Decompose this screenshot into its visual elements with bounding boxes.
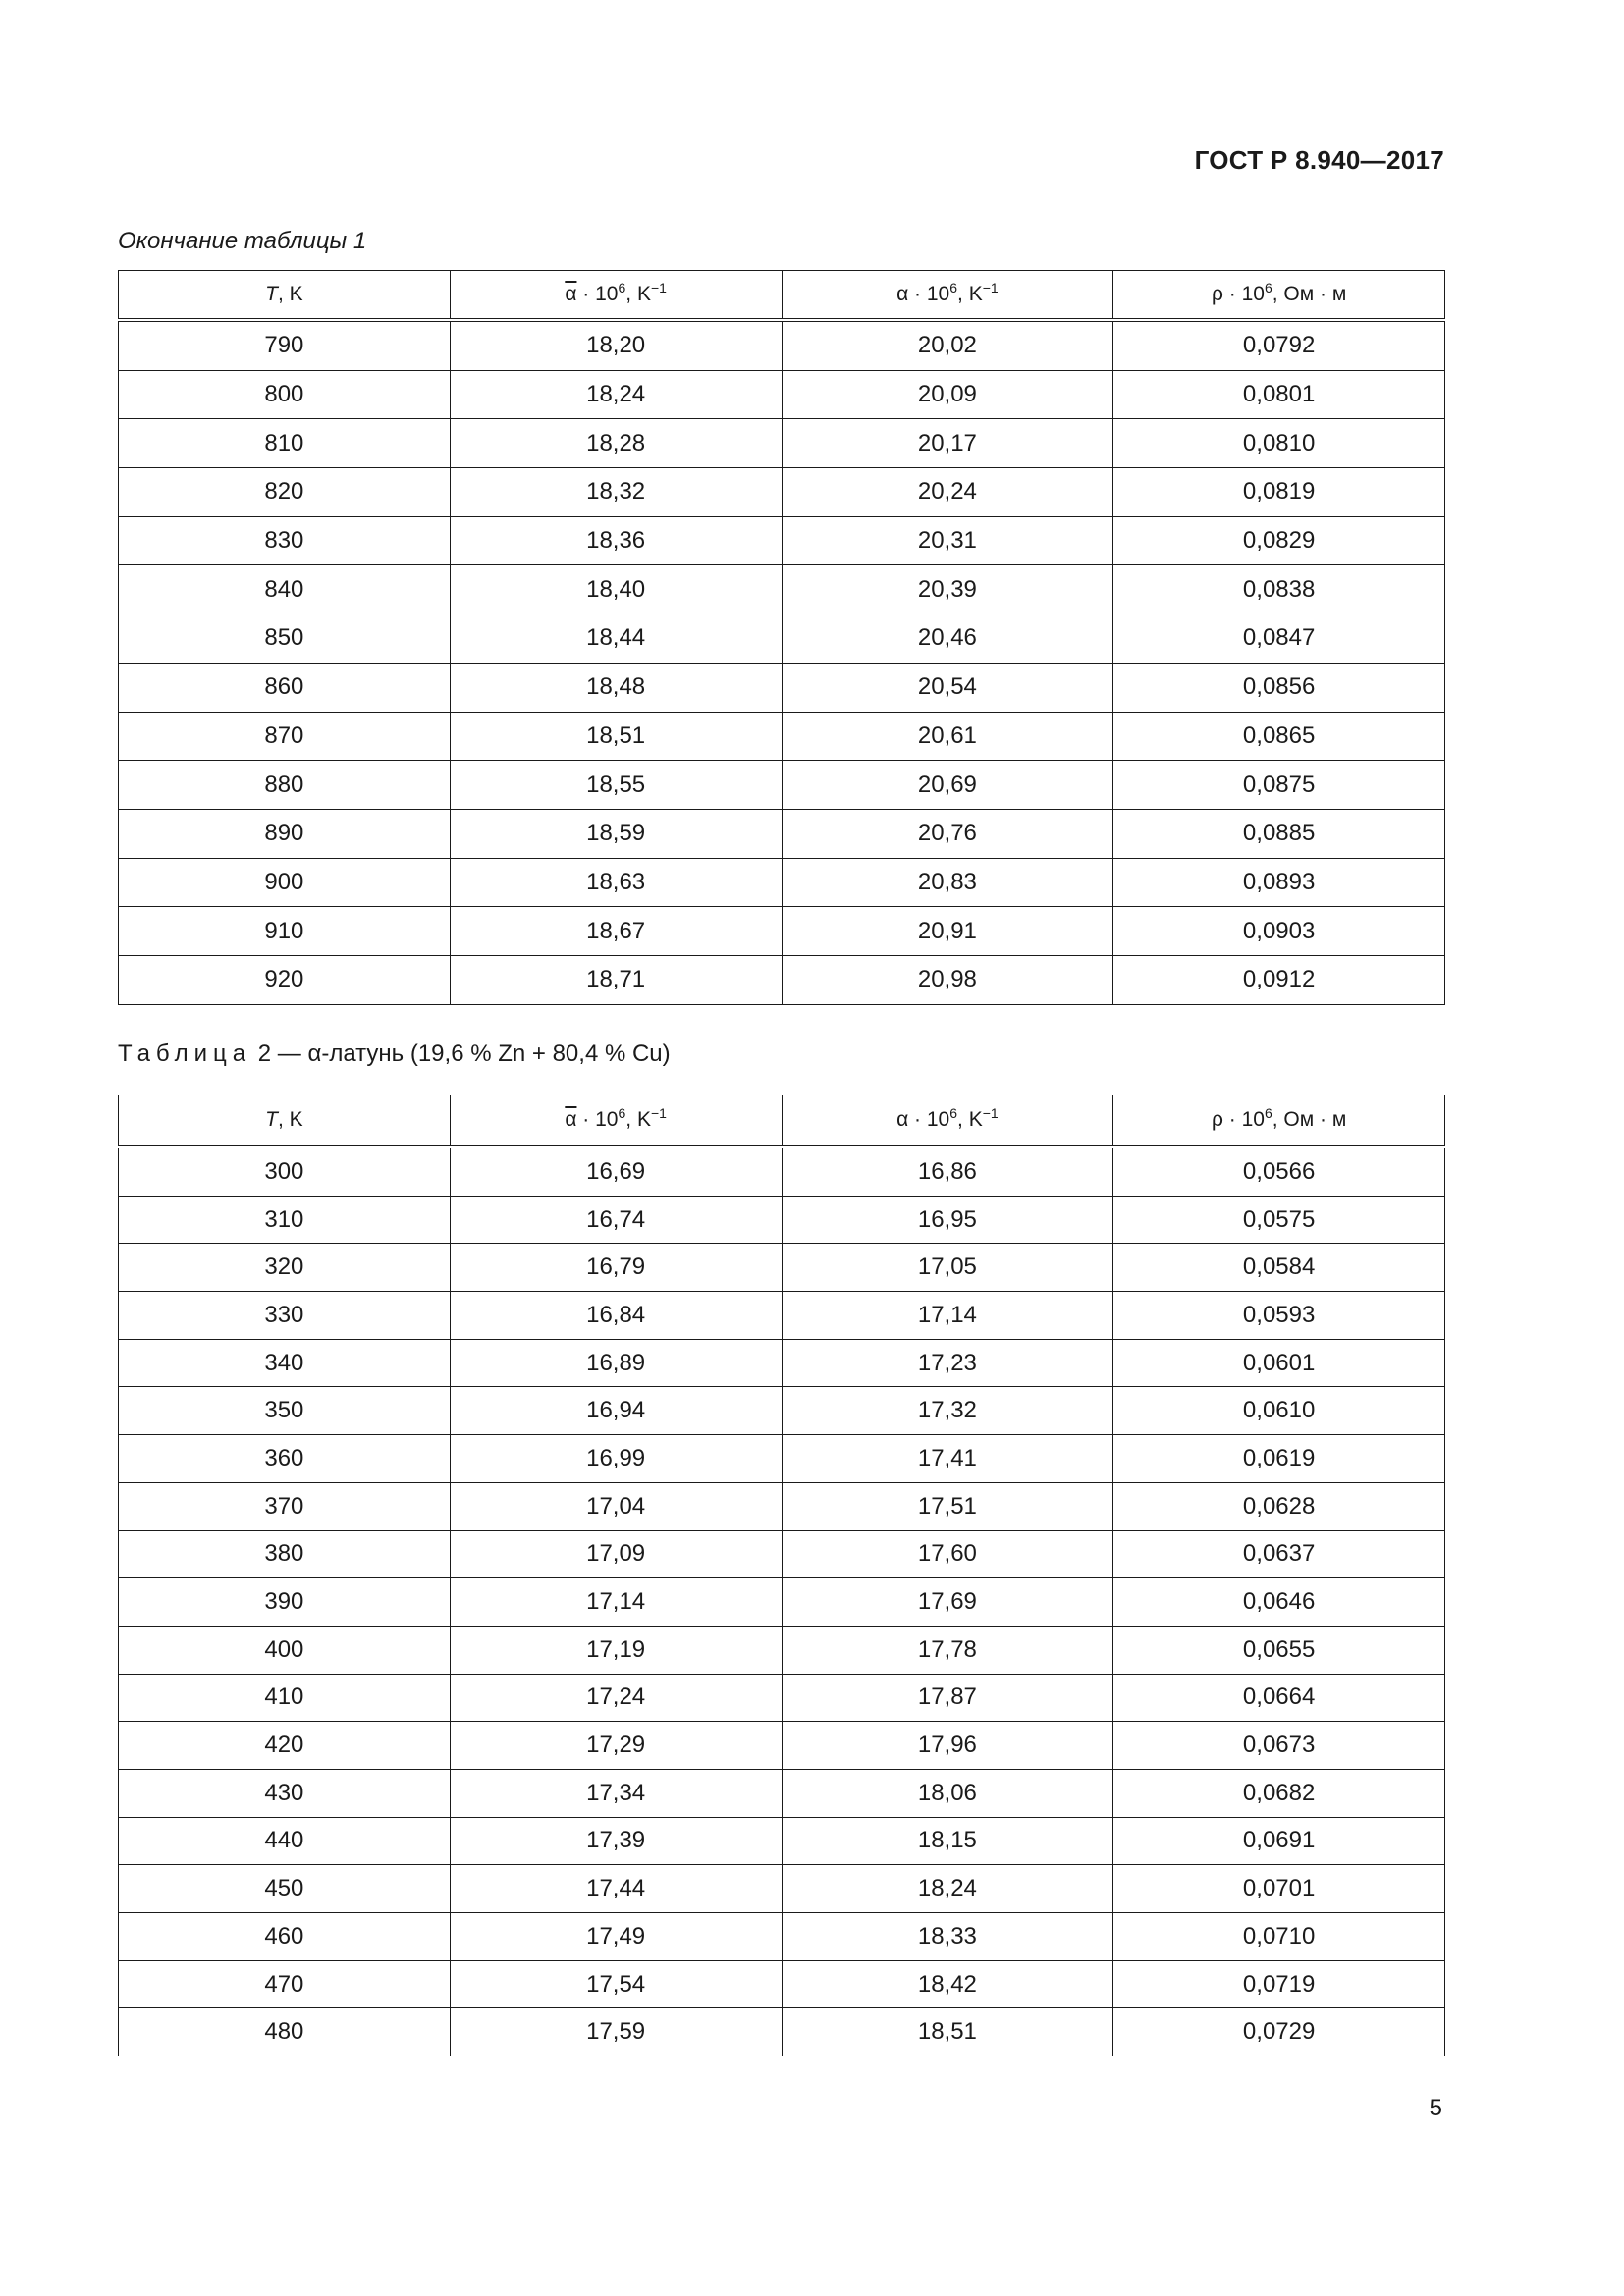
table-row — [119, 419, 1445, 468]
column-header-resistivity: $\rho \cdot 10^6$, Ом · м — [1113, 1095, 1445, 1148]
table-row — [119, 320, 1445, 370]
column-header-mean-alpha: $\overline{\alpha} \cdot 10^6$, $K^{-1}$ — [450, 1095, 782, 1148]
table-row — [119, 1817, 1445, 1865]
cell-alpha: 16,86 — [782, 1147, 1113, 1196]
cell-alpha: 20,17 — [782, 419, 1113, 468]
cell-mean-alpha: 18,59 — [450, 809, 782, 858]
cell-resistivity: 0,0885 — [1113, 809, 1445, 858]
table-row — [119, 809, 1445, 858]
cell-mean-alpha: 16,89 — [450, 1339, 782, 1387]
cell-resistivity: 0,0601 — [1113, 1339, 1445, 1387]
table1-body — [119, 320, 1445, 1004]
cell-temperature: 440 — [119, 1817, 451, 1865]
cell-resistivity: 0,0847 — [1113, 614, 1445, 664]
cell-alpha: 18,33 — [782, 1913, 1113, 1961]
table-row — [119, 1530, 1445, 1578]
cell-alpha: 20,76 — [782, 809, 1113, 858]
table2-header-row — [119, 1095, 1445, 1148]
table2-caption-label: Таблица — [118, 1041, 252, 1067]
column-header-alpha: $\alpha \cdot 10^6$, $K^{-1}$ — [782, 271, 1113, 321]
table2 — [118, 1095, 1445, 2056]
cell-alpha: 18,51 — [782, 2008, 1113, 2056]
cell-resistivity: 0,0584 — [1113, 1244, 1445, 1292]
table-row — [119, 712, 1445, 761]
cell-temperature: 900 — [119, 858, 451, 907]
cell-alpha: 18,06 — [782, 1769, 1113, 1817]
cell-mean-alpha: 17,39 — [450, 1817, 782, 1865]
cell-temperature: 350 — [119, 1387, 451, 1435]
cell-resistivity: 0,0912 — [1113, 955, 1445, 1004]
cell-resistivity: 0,0691 — [1113, 1817, 1445, 1865]
cell-resistivity: 0,0792 — [1113, 320, 1445, 370]
cell-alpha: 16,95 — [782, 1196, 1113, 1244]
cell-mean-alpha: 17,09 — [450, 1530, 782, 1578]
cell-alpha: 20,61 — [782, 712, 1113, 761]
cell-resistivity: 0,0566 — [1113, 1147, 1445, 1196]
table-row — [119, 1147, 1445, 1196]
table-row — [119, 1244, 1445, 1292]
cell-mean-alpha: 16,79 — [450, 1244, 782, 1292]
cell-alpha: 20,83 — [782, 858, 1113, 907]
cell-temperature: 910 — [119, 907, 451, 956]
cell-mean-alpha: 18,32 — [450, 468, 782, 517]
cell-mean-alpha: 18,67 — [450, 907, 782, 956]
cell-temperature: 320 — [119, 1244, 451, 1292]
cell-temperature: 330 — [119, 1292, 451, 1340]
cell-alpha: 18,42 — [782, 1960, 1113, 2008]
cell-temperature: 340 — [119, 1339, 451, 1387]
cell-resistivity: 0,0875 — [1113, 761, 1445, 810]
cell-mean-alpha: 16,84 — [450, 1292, 782, 1340]
cell-temperature: 840 — [119, 565, 451, 614]
table-row — [119, 955, 1445, 1004]
cell-resistivity: 0,0829 — [1113, 516, 1445, 565]
cell-resistivity: 0,0838 — [1113, 565, 1445, 614]
cell-resistivity: 0,0610 — [1113, 1387, 1445, 1435]
cell-resistivity: 0,0655 — [1113, 1626, 1445, 1674]
cell-resistivity: 0,0710 — [1113, 1913, 1445, 1961]
cell-mean-alpha: 17,59 — [450, 2008, 782, 2056]
cell-resistivity: 0,0729 — [1113, 2008, 1445, 2056]
table-row — [119, 565, 1445, 614]
cell-mean-alpha: 17,29 — [450, 1722, 782, 1770]
table-row — [119, 1339, 1445, 1387]
cell-mean-alpha: 17,54 — [450, 1960, 782, 2008]
table-row — [119, 1292, 1445, 1340]
cell-alpha: 20,02 — [782, 320, 1113, 370]
cell-alpha: 17,96 — [782, 1722, 1113, 1770]
cell-temperature: 880 — [119, 761, 451, 810]
cell-alpha: 20,69 — [782, 761, 1113, 810]
cell-resistivity: 0,0673 — [1113, 1722, 1445, 1770]
cell-temperature: 420 — [119, 1722, 451, 1770]
page-number: 5 — [1429, 2095, 1442, 2121]
cell-temperature: 410 — [119, 1674, 451, 1722]
cell-alpha: 20,31 — [782, 516, 1113, 565]
cell-alpha: 17,60 — [782, 1530, 1113, 1578]
table2-caption-text: 2 — α-латунь (19,6 % Zn + 80,4 % Cu) — [251, 1041, 671, 1067]
table-row — [119, 1626, 1445, 1674]
table-row — [119, 516, 1445, 565]
cell-temperature: 790 — [119, 320, 451, 370]
cell-alpha: 20,46 — [782, 614, 1113, 664]
cell-mean-alpha: 17,04 — [450, 1482, 782, 1530]
column-header-temperature: T, K — [119, 271, 451, 321]
cell-mean-alpha: 18,51 — [450, 712, 782, 761]
cell-temperature: 480 — [119, 2008, 451, 2056]
column-header-temperature: T, K — [119, 1095, 451, 1148]
table2-caption — [118, 1041, 671, 1068]
cell-mean-alpha: 16,74 — [450, 1196, 782, 1244]
cell-resistivity: 0,0810 — [1113, 419, 1445, 468]
cell-alpha: 18,15 — [782, 1817, 1113, 1865]
cell-alpha: 20,54 — [782, 663, 1113, 712]
cell-resistivity: 0,0628 — [1113, 1482, 1445, 1530]
cell-mean-alpha: 18,48 — [450, 663, 782, 712]
cell-temperature: 310 — [119, 1196, 451, 1244]
cell-mean-alpha: 17,49 — [450, 1913, 782, 1961]
cell-mean-alpha: 18,71 — [450, 955, 782, 1004]
cell-mean-alpha: 17,44 — [450, 1865, 782, 1913]
cell-temperature: 820 — [119, 468, 451, 517]
table-row — [119, 1435, 1445, 1483]
cell-mean-alpha: 18,44 — [450, 614, 782, 664]
cell-resistivity: 0,0819 — [1113, 468, 1445, 517]
cell-temperature: 920 — [119, 955, 451, 1004]
table-row — [119, 1913, 1445, 1961]
cell-alpha: 17,32 — [782, 1387, 1113, 1435]
cell-mean-alpha: 18,24 — [450, 370, 782, 419]
cell-resistivity: 0,0893 — [1113, 858, 1445, 907]
cell-temperature: 800 — [119, 370, 451, 419]
cell-mean-alpha: 16,69 — [450, 1147, 782, 1196]
cell-resistivity: 0,0637 — [1113, 1530, 1445, 1578]
cell-alpha: 18,24 — [782, 1865, 1113, 1913]
cell-resistivity: 0,0801 — [1113, 370, 1445, 419]
table-row — [119, 370, 1445, 419]
cell-mean-alpha: 18,36 — [450, 516, 782, 565]
table-row — [119, 858, 1445, 907]
cell-resistivity: 0,0701 — [1113, 1865, 1445, 1913]
cell-alpha: 17,78 — [782, 1626, 1113, 1674]
table-row — [119, 1674, 1445, 1722]
cell-mean-alpha: 17,24 — [450, 1674, 782, 1722]
cell-temperature: 400 — [119, 1626, 451, 1674]
document-code: ГОСТ Р 8.940—2017 — [1194, 145, 1444, 175]
cell-temperature: 810 — [119, 419, 451, 468]
cell-alpha: 17,05 — [782, 1244, 1113, 1292]
table1-header-row — [119, 271, 1445, 321]
cell-alpha: 17,69 — [782, 1578, 1113, 1627]
cell-resistivity: 0,0856 — [1113, 663, 1445, 712]
column-header-resistivity: $\rho \cdot 10^6$, Ом · м — [1113, 271, 1445, 321]
table-row — [119, 468, 1445, 517]
cell-temperature: 460 — [119, 1913, 451, 1961]
table-row — [119, 1482, 1445, 1530]
cell-mean-alpha: 17,14 — [450, 1578, 782, 1627]
cell-alpha: 17,41 — [782, 1435, 1113, 1483]
cell-mean-alpha: 17,19 — [450, 1626, 782, 1674]
table-row — [119, 761, 1445, 810]
cell-alpha: 20,09 — [782, 370, 1113, 419]
table-row — [119, 1387, 1445, 1435]
cell-resistivity: 0,0619 — [1113, 1435, 1445, 1483]
cell-resistivity: 0,0865 — [1113, 712, 1445, 761]
cell-alpha: 17,23 — [782, 1339, 1113, 1387]
cell-mean-alpha: 16,94 — [450, 1387, 782, 1435]
cell-mean-alpha: 18,40 — [450, 565, 782, 614]
table-row — [119, 1960, 1445, 2008]
cell-resistivity: 0,0719 — [1113, 1960, 1445, 2008]
cell-temperature: 870 — [119, 712, 451, 761]
cell-alpha: 20,98 — [782, 955, 1113, 1004]
cell-temperature: 470 — [119, 1960, 451, 2008]
table-row — [119, 1722, 1445, 1770]
table1 — [118, 270, 1445, 1005]
cell-resistivity: 0,0593 — [1113, 1292, 1445, 1340]
cell-resistivity: 0,0664 — [1113, 1674, 1445, 1722]
cell-temperature: 890 — [119, 809, 451, 858]
table-row — [119, 614, 1445, 664]
cell-alpha: 20,91 — [782, 907, 1113, 956]
cell-alpha: 17,51 — [782, 1482, 1113, 1530]
column-header-mean-alpha: $\overline{\alpha} \cdot 10^6$, $K^{-1}$ — [450, 271, 782, 321]
table-row — [119, 1578, 1445, 1627]
cell-resistivity: 0,0682 — [1113, 1769, 1445, 1817]
cell-temperature: 380 — [119, 1530, 451, 1578]
table-row — [119, 1769, 1445, 1817]
cell-mean-alpha: 18,20 — [450, 320, 782, 370]
cell-temperature: 430 — [119, 1769, 451, 1817]
table-row — [119, 663, 1445, 712]
cell-mean-alpha: 18,28 — [450, 419, 782, 468]
cell-mean-alpha: 18,63 — [450, 858, 782, 907]
table2-body — [119, 1147, 1445, 2056]
cell-mean-alpha: 16,99 — [450, 1435, 782, 1483]
cell-mean-alpha: 17,34 — [450, 1769, 782, 1817]
cell-mean-alpha: 18,55 — [450, 761, 782, 810]
table-row — [119, 907, 1445, 956]
cell-alpha: 20,24 — [782, 468, 1113, 517]
cell-alpha: 17,14 — [782, 1292, 1113, 1340]
cell-temperature: 300 — [119, 1147, 451, 1196]
cell-resistivity: 0,0903 — [1113, 907, 1445, 956]
cell-temperature: 830 — [119, 516, 451, 565]
cell-resistivity: 0,0575 — [1113, 1196, 1445, 1244]
cell-alpha: 17,87 — [782, 1674, 1113, 1722]
cell-temperature: 860 — [119, 663, 451, 712]
cell-temperature: 850 — [119, 614, 451, 664]
table-row — [119, 1865, 1445, 1913]
cell-temperature: 360 — [119, 1435, 451, 1483]
cell-temperature: 370 — [119, 1482, 451, 1530]
cell-resistivity: 0,0646 — [1113, 1578, 1445, 1627]
cell-temperature: 450 — [119, 1865, 451, 1913]
cell-alpha: 20,39 — [782, 565, 1113, 614]
table-row — [119, 1196, 1445, 1244]
cell-temperature: 390 — [119, 1578, 451, 1627]
table-row — [119, 2008, 1445, 2056]
table1-caption: Окончание таблицы 1 — [118, 228, 367, 254]
column-header-alpha: $\alpha \cdot 10^6$, $K^{-1}$ — [782, 1095, 1113, 1148]
